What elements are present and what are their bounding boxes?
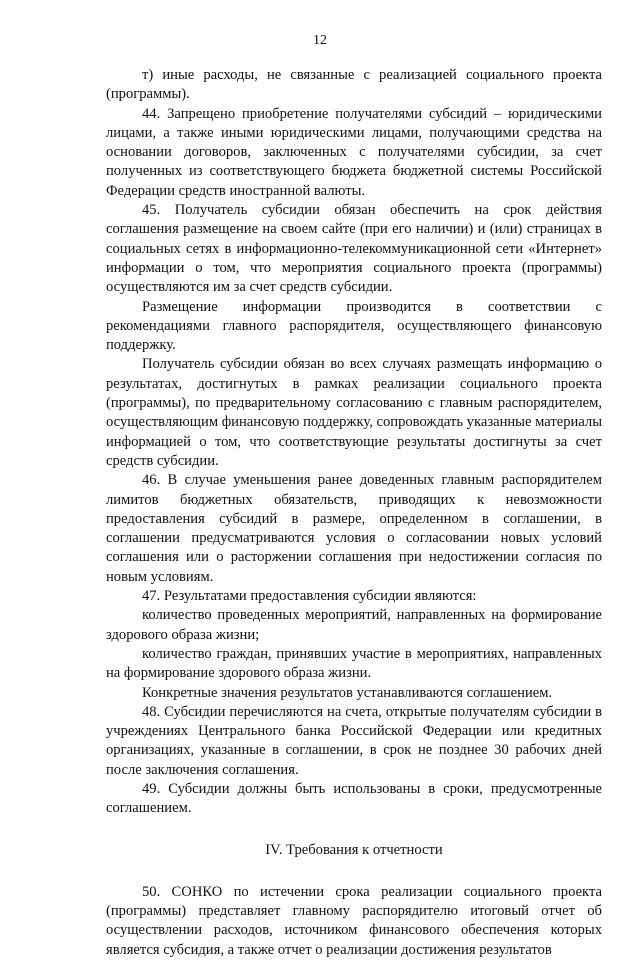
paragraph-47-result-events: количество проведенных мероприятий, направленных на формирование здорового образа жизни; xyxy=(106,607,602,643)
page-number: 12 xyxy=(313,33,327,48)
paragraph-47: 47. Результатами предоставления субсидии являются: xyxy=(142,588,477,605)
document-body xyxy=(106,66,602,960)
paragraph-48: 48. Субсидии перечисляются на счета, открытые получателям субсидии в учреждениях Центрального банка Российской Федерации или кредитных организациях, указанные в соглашении, в срок не позднее 30 рабочих дней после заключения соглашения. xyxy=(106,703,602,778)
paragraph-49: 49. Субсидии должны быть использованы в сроки, предусмотренные соглашением. xyxy=(106,780,602,817)
paragraph-46: 46. В случае уменьшения ранее доведенных главным распорядителем лимитов бюджетных обязательств, приводящих к невозможности предоставления субсидий в размере, определенном в соглашении, в соглашении предусматриваются условия о согласовании новых условий соглашения или о расторжении соглашения при недостижении согласия по новым условиям. xyxy=(106,472,602,585)
paragraph-47-values: Конкретные значения результатов устанавливаются соглашением. xyxy=(142,684,553,701)
paragraph-50: 50. СОНКО по истечении срока реализации социального проекта (программы) представляет главному распорядителю итоговый отчет об осуществлении расходов, источником финансового обеспечения которых является субсидия, а также отчет о реализации достижения результатов xyxy=(106,883,602,958)
section-heading: IV. Требования к отчетности xyxy=(265,841,443,858)
paragraph-45: 45. Получатель субсидии обязан обеспечить на срок действия соглашения размещение на своем сайте (при его наличии) и (или) страницах в социальных сетях в информационно-телекоммуникационной сети «Интернет» информации о том, что мероприятия социального проекта (программы) осуществляются им за счет средств субсидии. xyxy=(106,202,602,296)
paragraph-44: 44. Запрещено приобретение получателями субсидий – юридическими лицами, а также иными юридическими лицами, получающими средства на основании договоров, заключенных с получателями субсидии, за счет полученных из соответствующего бюджета бюджетной системы Российской Федерации средств иностранной валюты. xyxy=(106,105,602,199)
paragraph-45-results: Получатель субсидии обязан во всех случаях размещать информацию о результатах, достигнутых в рамках реализации социального проекта (программы), по предварительному согласованию с главным распорядителем, осуществляющим финансовую поддержку, сопровождать указанные материалы информацией о том, что соответствующие результаты достигнуты за счет средств субсидии. xyxy=(106,356,603,469)
paragraph-item-t: т) иные расходы, не связанные с реализацией социального проекта (программы). xyxy=(106,67,602,103)
paragraph-45-placement: Размещение информации производится в соответствии с рекомендациями главного распорядителя, осуществляющего финансовую поддержку. xyxy=(106,298,602,354)
paragraph-47-result-citizens: количество граждан, принявших участие в мероприятиях, направленных на формирование здорового образа жизни. xyxy=(106,645,602,682)
